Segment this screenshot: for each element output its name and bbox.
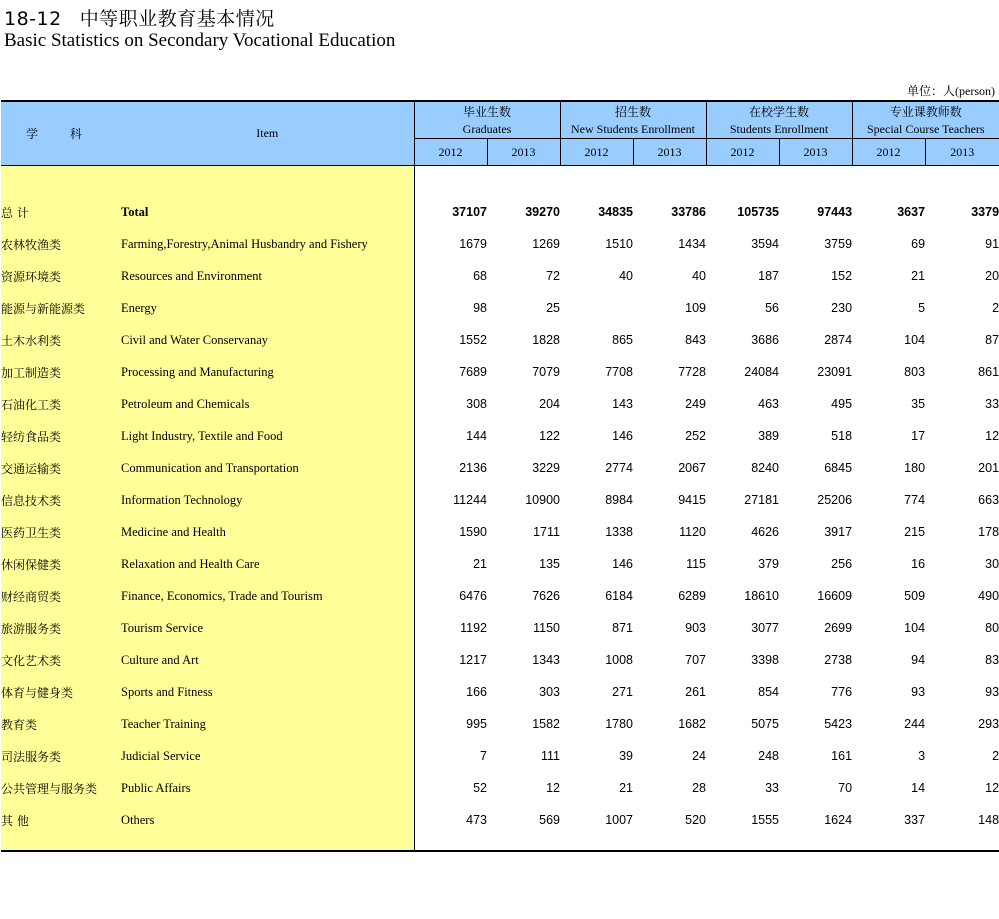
row-label-cn: 交通运输类 — [1, 452, 121, 484]
table-row — [1, 292, 999, 324]
group-header-graduates: 毕业生数 Graduates — [414, 101, 560, 139]
value-cell: 104 — [904, 333, 926, 347]
value-cell: 21 — [619, 781, 633, 795]
table-row — [1, 516, 999, 548]
value-cell: 109 — [685, 301, 707, 315]
unit-cn: 单位：人 — [907, 84, 956, 98]
year-header: 2012 — [706, 139, 779, 166]
value-cell: 1828 — [532, 333, 560, 347]
value-cell: 33786 — [671, 205, 707, 219]
row-label-en: Processing and Manufacturing — [121, 356, 414, 388]
row-label-cn: 其 他 — [1, 804, 121, 836]
value-cell: 135 — [539, 557, 560, 571]
value-cell: 94 — [911, 653, 926, 667]
value-cell: 3379 — [971, 205, 999, 219]
value-cell: 144 — [466, 429, 487, 443]
value-cell: 1624 — [824, 813, 853, 827]
value-cell: 17 — [911, 429, 926, 443]
value-cell: 33 — [765, 781, 780, 795]
unit-label — [907, 82, 995, 99]
value-cell: 11244 — [453, 493, 487, 507]
value-cell: 2738 — [824, 653, 853, 667]
value-cell: 34835 — [598, 205, 633, 219]
value-cell: 1007 — [605, 813, 633, 827]
table-row — [1, 324, 999, 356]
value-cell: 83 — [985, 653, 999, 667]
value-cell: 104 — [904, 621, 926, 635]
value-cell: 2699 — [824, 621, 853, 635]
value-cell: 1711 — [533, 525, 560, 539]
value-cell: 1217 — [459, 653, 487, 667]
value-cell: 7728 — [678, 365, 707, 379]
value-cell: 69 — [911, 237, 926, 251]
value-cell: 146 — [612, 557, 633, 571]
value-cell: 97443 — [817, 205, 853, 219]
value-cell: 2136 — [459, 461, 487, 475]
group-header-new-students: 招生数 New Students Enrollment — [560, 101, 706, 139]
value-cell: 187 — [758, 269, 780, 283]
row-label-en: Others — [121, 804, 414, 836]
row-label-cn: 轻纺食品类 — [1, 420, 121, 452]
row-label-en: Civil and Water Conservanay — [121, 324, 414, 356]
row-label-cn: 旅游服务类 — [1, 612, 121, 644]
value-cell: 16 — [911, 557, 926, 571]
value-cell: 18610 — [744, 589, 780, 603]
row-label-en: Relaxation and Health Care — [121, 548, 414, 580]
value-cell: 1682 — [678, 717, 707, 731]
value-cell — [560, 292, 633, 324]
table-row — [1, 228, 999, 260]
row-label-cn: 体育与健身类 — [1, 676, 121, 708]
value-cell: 35 — [911, 397, 926, 411]
value-cell: 24084 — [744, 365, 780, 379]
value-cell: 161 — [831, 749, 853, 763]
value-cell: 5 — [918, 301, 926, 315]
row-label-en: Farming,Forestry,Animal Husbandry and Fishery — [121, 228, 414, 260]
value-cell: 9415 — [678, 493, 707, 507]
value-cell: 3077 — [751, 621, 780, 635]
value-cell: 244 — [904, 717, 926, 731]
value-cell: 52 — [473, 781, 487, 795]
value-cell: 490 — [978, 589, 999, 603]
table-row — [1, 356, 999, 388]
value-cell: 25206 — [817, 493, 853, 507]
value-cell: 995 — [466, 717, 487, 731]
value-cell: 1008 — [605, 653, 633, 667]
row-label-en: Energy — [121, 292, 414, 324]
value-cell: 1269 — [532, 237, 560, 251]
table-row — [1, 644, 999, 676]
value-cell: 93 — [911, 685, 926, 699]
value-cell: 303 — [539, 685, 560, 699]
value-cell: 5423 — [824, 717, 853, 731]
value-cell: 20 — [985, 269, 999, 283]
value-cell: 518 — [831, 429, 853, 443]
value-cell: 72 — [546, 269, 560, 283]
value-cell: 2874 — [824, 333, 853, 347]
subject-header: 学 科 — [1, 101, 121, 166]
row-label-cn: 教育类 — [1, 708, 121, 740]
value-cell: 663 — [978, 493, 999, 507]
year-header: 2012 — [560, 139, 633, 166]
table-row — [1, 420, 999, 452]
value-cell: 1555 — [751, 813, 780, 827]
value-cell: 12 — [985, 781, 999, 795]
value-cell: 23091 — [817, 365, 853, 379]
value-cell: 3398 — [751, 653, 780, 667]
value-cell: 122 — [539, 429, 560, 443]
value-cell: 261 — [685, 685, 707, 699]
row-label-cn: 公共管理与服务类 — [1, 772, 121, 804]
value-cell: 1679 — [459, 237, 487, 251]
value-cell: 1343 — [532, 653, 560, 667]
value-cell: 1582 — [532, 717, 560, 731]
value-cell: 3 — [918, 749, 926, 763]
table-row — [1, 804, 999, 836]
value-cell: 389 — [758, 429, 780, 443]
value-cell: 3686 — [751, 333, 780, 347]
value-cell: 7626 — [532, 589, 560, 603]
value-cell: 93 — [985, 685, 999, 699]
value-cell: 3229 — [532, 461, 560, 475]
value-cell: 148 — [978, 813, 999, 827]
value-cell: 2 — [992, 301, 999, 315]
value-cell: 843 — [685, 333, 707, 347]
value-cell: 3917 — [824, 525, 853, 539]
value-cell: 271 — [612, 685, 633, 699]
value-cell: 1510 — [605, 237, 633, 251]
row-label-en: Light Industry, Textile and Food — [121, 420, 414, 452]
row-label-cn: 资源环境类 — [1, 260, 121, 292]
year-header: 2013 — [487, 139, 560, 166]
value-cell: 25 — [546, 301, 560, 315]
value-cell: 6476 — [459, 589, 487, 603]
value-cell: 10900 — [525, 493, 560, 507]
value-cell: 40 — [619, 269, 633, 283]
value-cell: 861 — [978, 365, 999, 379]
value-cell: 12 — [546, 781, 560, 795]
value-cell: 204 — [539, 397, 560, 411]
table-title-cn — [4, 4, 275, 31]
table-title-en: Basic Statistics on Secondary Vocational Education — [4, 30, 396, 51]
value-cell: 98 — [473, 301, 487, 315]
row-label-en: Petroleum and Chemicals — [121, 388, 414, 420]
value-cell: 40 — [692, 269, 707, 283]
value-cell: 6184 — [605, 589, 633, 603]
table-row — [1, 452, 999, 484]
value-cell: 1338 — [605, 525, 633, 539]
unit-en: (person) — [955, 84, 995, 98]
row-label-cn: 总 计 — [1, 196, 121, 228]
item-header: Item — [121, 101, 414, 166]
group-header-teachers: 专业课教师数 Special Course Teachers — [852, 101, 999, 139]
value-cell: 178 — [978, 525, 999, 539]
value-cell: 8984 — [605, 493, 633, 507]
table-row — [1, 260, 999, 292]
year-header: 2013 — [779, 139, 852, 166]
table-row — [1, 740, 999, 772]
value-cell: 2 — [992, 749, 999, 763]
row-label-cn: 医药卫生类 — [1, 516, 121, 548]
value-cell: 463 — [758, 397, 780, 411]
end-spacer-row — [1, 836, 999, 851]
row-label-cn: 能源与新能源类 — [1, 292, 121, 324]
value-cell: 854 — [758, 685, 780, 699]
value-cell: 7 — [480, 749, 487, 763]
value-cell: 865 — [612, 333, 633, 347]
value-cell: 12 — [985, 429, 999, 443]
value-cell: 143 — [612, 397, 633, 411]
value-cell: 803 — [904, 365, 926, 379]
row-label-en: Judicial Service — [121, 740, 414, 772]
table-row — [1, 708, 999, 740]
value-cell: 24 — [692, 749, 707, 763]
value-cell: 308 — [466, 397, 487, 411]
value-cell: 473 — [466, 813, 487, 827]
value-cell: 14 — [911, 781, 926, 795]
value-cell: 3594 — [751, 237, 780, 251]
table-number: 18-12 — [4, 8, 62, 30]
value-cell: 256 — [831, 557, 853, 571]
row-label-cn: 石油化工类 — [1, 388, 121, 420]
spacer-row — [1, 166, 999, 197]
value-cell: 1120 — [679, 525, 707, 539]
value-cell: 8240 — [751, 461, 780, 475]
value-cell: 1150 — [533, 621, 560, 635]
table-row — [1, 548, 999, 580]
table-row — [1, 676, 999, 708]
group-header-students-enrollment: 在校学生数 Students Enrollment — [706, 101, 852, 139]
value-cell: 5075 — [751, 717, 780, 731]
row-label-en: Finance, Economics, Trade and Tourism — [121, 580, 414, 612]
value-cell: 80 — [985, 621, 999, 635]
value-cell: 249 — [685, 397, 707, 411]
value-cell: 115 — [686, 557, 707, 571]
value-cell: 509 — [904, 589, 926, 603]
value-cell: 520 — [685, 813, 707, 827]
value-cell: 70 — [838, 781, 853, 795]
row-label-en: Tourism Service — [121, 612, 414, 644]
year-header: 2013 — [633, 139, 706, 166]
value-cell: 776 — [831, 685, 853, 699]
value-cell: 146 — [612, 429, 633, 443]
value-cell: 2774 — [605, 461, 633, 475]
row-label-cn: 加工制造类 — [1, 356, 121, 388]
row-label-en: Information Technology — [121, 484, 414, 516]
value-cell: 3759 — [824, 237, 853, 251]
value-cell: 7079 — [532, 365, 560, 379]
value-cell: 569 — [539, 813, 560, 827]
table-row — [1, 388, 999, 420]
value-cell: 495 — [831, 397, 853, 411]
total-row — [1, 196, 999, 228]
value-cell: 16609 — [817, 589, 853, 603]
value-cell: 2067 — [678, 461, 707, 475]
value-cell: 7708 — [605, 365, 633, 379]
value-cell: 1552 — [459, 333, 487, 347]
value-cell: 28 — [692, 781, 707, 795]
row-label-en: Resources and Environment — [121, 260, 414, 292]
value-cell: 1780 — [605, 717, 633, 731]
value-cell: 707 — [685, 653, 707, 667]
value-cell: 6845 — [824, 461, 853, 475]
value-cell: 293 — [978, 717, 999, 731]
row-label-en: Public Affairs — [121, 772, 414, 804]
row-label-cn: 财经商贸类 — [1, 580, 121, 612]
row-label-cn: 信息技术类 — [1, 484, 121, 516]
value-cell: 1434 — [678, 237, 707, 251]
value-cell: 37107 — [452, 205, 487, 219]
value-cell: 180 — [904, 461, 926, 475]
value-cell: 87 — [985, 333, 999, 347]
value-cell: 152 — [831, 269, 853, 283]
value-cell: 111 — [540, 749, 560, 763]
value-cell: 33 — [985, 397, 999, 411]
row-label-cn: 土木水利类 — [1, 324, 121, 356]
value-cell: 68 — [473, 269, 487, 283]
value-cell: 21 — [473, 557, 487, 571]
value-cell: 3637 — [897, 205, 926, 219]
row-label-en: Culture and Art — [121, 644, 414, 676]
row-label-en: Total — [121, 196, 414, 228]
value-cell: 774 — [904, 493, 926, 507]
value-cell: 903 — [685, 621, 707, 635]
value-cell: 215 — [904, 525, 926, 539]
row-label-en: Medicine and Health — [121, 516, 414, 548]
value-cell: 166 — [466, 685, 487, 699]
value-cell: 21 — [911, 269, 926, 283]
table-body — [1, 166, 999, 852]
value-cell: 252 — [685, 429, 707, 443]
value-cell: 39 — [619, 749, 633, 763]
value-cell: 1590 — [459, 525, 487, 539]
value-cell: 248 — [758, 749, 780, 763]
table-title-cn-text: 中等职业教育基本情况 — [79, 8, 275, 30]
value-cell: 30 — [985, 557, 999, 571]
statistics-table — [1, 100, 999, 852]
table-row — [1, 772, 999, 804]
year-header: 2012 — [414, 139, 487, 166]
row-label-en: Communication and Transportation — [121, 452, 414, 484]
value-cell: 91 — [985, 237, 999, 251]
value-cell: 6289 — [678, 589, 707, 603]
value-cell: 230 — [831, 301, 853, 315]
row-label-cn: 休闲保健类 — [1, 548, 121, 580]
value-cell: 871 — [612, 621, 633, 635]
value-cell: 201 — [978, 461, 999, 475]
value-cell: 1192 — [460, 621, 487, 635]
row-label-en: Teacher Training — [121, 708, 414, 740]
value-cell: 39270 — [525, 205, 560, 219]
row-label-cn: 司法服务类 — [1, 740, 121, 772]
value-cell: 7689 — [459, 365, 487, 379]
value-cell: 105735 — [737, 205, 780, 219]
value-cell: 337 — [904, 813, 926, 827]
year-header: 2012 — [852, 139, 925, 166]
header-row-groups — [1, 101, 999, 139]
value-cell: 379 — [758, 557, 780, 571]
row-label-cn: 文化艺术类 — [1, 644, 121, 676]
table-row — [1, 612, 999, 644]
year-header: 2013 — [925, 139, 999, 166]
row-label-cn: 农林牧渔类 — [1, 228, 121, 260]
value-cell: 56 — [765, 301, 780, 315]
row-label-en: Sports and Fitness — [121, 676, 414, 708]
table-row — [1, 484, 999, 516]
value-cell: 4626 — [751, 525, 780, 539]
value-cell: 27181 — [744, 493, 780, 507]
table-row — [1, 580, 999, 612]
